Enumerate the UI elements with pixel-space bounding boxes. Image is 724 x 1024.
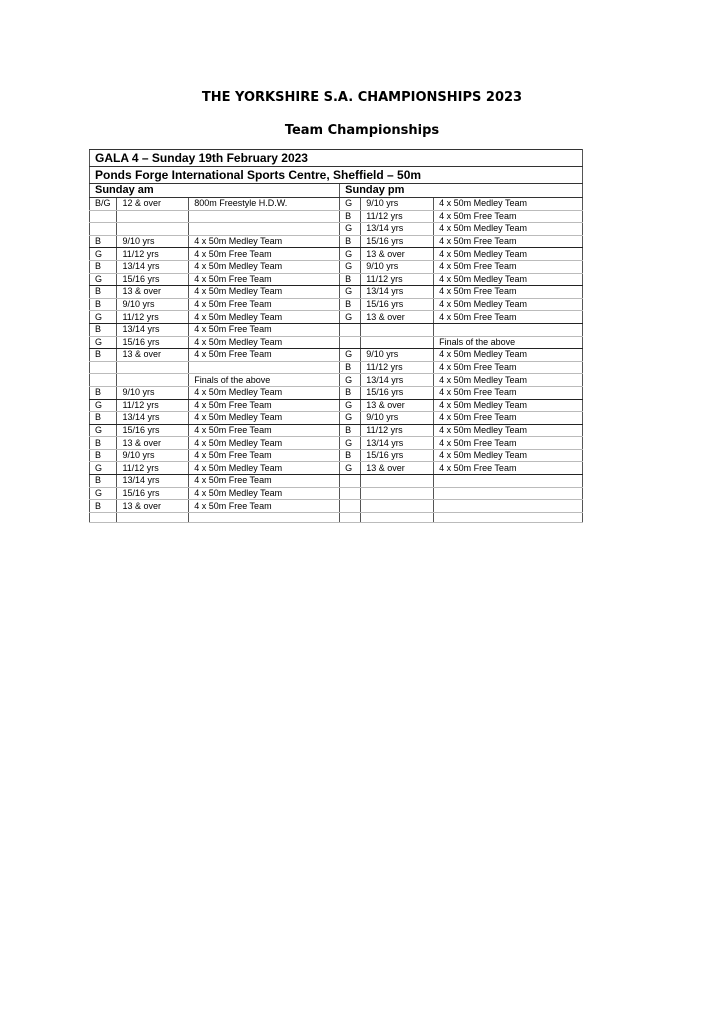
schedule-row	[90, 386, 583, 399]
pm-age-cell: 15/16 yrs	[361, 235, 434, 248]
am-event-cell	[189, 210, 340, 223]
pm-age-cell: 13 & over	[361, 399, 434, 412]
pm-gender-cell: B	[340, 235, 361, 248]
schedule-row	[90, 424, 583, 437]
pm-gender-cell	[340, 336, 361, 349]
am-age-cell: 13/14 yrs	[117, 323, 189, 336]
am-age-cell: 13 & over	[117, 286, 189, 299]
am-age-cell: 13/14 yrs	[117, 260, 189, 273]
pm-gender-cell: G	[340, 248, 361, 261]
pm-age-cell: 11/12 yrs	[361, 210, 434, 223]
pm-age-cell: 13/14 yrs	[361, 374, 434, 387]
pm-age-cell: 13 & over	[361, 311, 434, 324]
session-heading-row	[90, 184, 583, 198]
pm-age-cell	[361, 475, 434, 488]
pm-event-cell: 4 x 50m Free Team	[434, 462, 583, 475]
am-age-cell: 13/14 yrs	[117, 412, 189, 425]
schedule-row	[90, 286, 583, 299]
schedule-row	[90, 500, 583, 513]
document-title: THE YORKSHIRE S.A. CHAMPIONSHIPS 2023	[201, 90, 523, 105]
gala-heading: GALA 4 – Sunday 19th February 2023	[90, 150, 583, 167]
pm-event-cell: 4 x 50m Medley Team	[434, 223, 583, 236]
pm-event-cell: Finals of the above	[434, 336, 583, 349]
pm-age-cell: 15/16 yrs	[361, 386, 434, 399]
schedule-row	[90, 449, 583, 462]
am-event-cell: 4 x 50m Free Team	[189, 273, 340, 286]
pm-gender-cell	[340, 475, 361, 488]
gala-heading-row	[90, 150, 583, 167]
am-age-cell: 13 & over	[117, 500, 189, 513]
pm-event-cell: 4 x 50m Free Team	[434, 386, 583, 399]
am-event-cell: 4 x 50m Free Team	[189, 475, 340, 488]
pm-event-cell	[434, 487, 583, 500]
am-event-cell: 4 x 50m Medley Team	[189, 386, 340, 399]
am-gender-cell: G	[90, 424, 117, 437]
am-event-cell: 4 x 50m Medley Team	[189, 437, 340, 450]
am-event-cell: 4 x 50m Free Team	[189, 323, 340, 336]
am-age-cell: 11/12 yrs	[117, 399, 189, 412]
am-age-cell: 13/14 yrs	[117, 475, 189, 488]
pm-age-cell: 15/16 yrs	[361, 449, 434, 462]
pm-age-cell: 13/14 yrs	[361, 286, 434, 299]
venue-heading-row	[90, 167, 583, 184]
pm-event-cell: 4 x 50m Medley Team	[434, 273, 583, 286]
schedule-row	[90, 512, 583, 522]
pm-gender-cell: G	[340, 349, 361, 362]
am-event-cell: 4 x 50m Medley Team	[189, 286, 340, 299]
schedule-row	[90, 210, 583, 223]
am-age-cell: 12 & over	[117, 198, 189, 211]
pm-gender-cell: B	[340, 424, 361, 437]
schedule-row	[90, 298, 583, 311]
am-gender-cell: G	[90, 462, 117, 475]
am-event-cell: 4 x 50m Free Team	[189, 449, 340, 462]
am-gender-cell	[90, 223, 117, 236]
am-age-cell: 9/10 yrs	[117, 386, 189, 399]
am-event-cell: Finals of the above	[189, 374, 340, 387]
schedule-row	[90, 361, 583, 374]
pm-event-cell	[434, 500, 583, 513]
pm-event-cell: 4 x 50m Medley Team	[434, 248, 583, 261]
am-gender-cell: B	[90, 449, 117, 462]
pm-gender-cell	[340, 512, 361, 522]
am-age-cell: 9/10 yrs	[117, 235, 189, 248]
am-gender-cell: B/G	[90, 198, 117, 211]
pm-event-cell: 4 x 50m Free Team	[434, 311, 583, 324]
am-event-cell: 4 x 50m Free Team	[189, 248, 340, 261]
schedule-row	[90, 273, 583, 286]
pm-age-cell: 11/12 yrs	[361, 273, 434, 286]
document-subtitle: Team Championships	[284, 123, 440, 138]
am-age-cell	[117, 223, 189, 236]
pm-event-cell: 4 x 50m Free Team	[434, 260, 583, 273]
am-gender-cell: B	[90, 349, 117, 362]
am-event-cell: 4 x 50m Free Team	[189, 349, 340, 362]
schedule-row	[90, 223, 583, 236]
am-age-cell: 13 & over	[117, 349, 189, 362]
am-age-cell: 11/12 yrs	[117, 248, 189, 261]
am-gender-cell	[90, 361, 117, 374]
am-gender-cell: B	[90, 386, 117, 399]
pm-event-cell: 4 x 50m Free Team	[434, 361, 583, 374]
am-event-cell: 4 x 50m Free Team	[189, 500, 340, 513]
schedule-row	[90, 399, 583, 412]
am-gender-cell: B	[90, 298, 117, 311]
am-event-cell	[189, 361, 340, 374]
am-gender-cell: B	[90, 500, 117, 513]
schedule-row	[90, 349, 583, 362]
pm-age-cell: 9/10 yrs	[361, 260, 434, 273]
pm-age-cell: 9/10 yrs	[361, 412, 434, 425]
am-age-cell	[117, 374, 189, 387]
am-gender-cell: B	[90, 286, 117, 299]
am-event-cell: 4 x 50m Medley Team	[189, 260, 340, 273]
pm-gender-cell: G	[340, 374, 361, 387]
am-age-cell	[117, 210, 189, 223]
pm-gender-cell: B	[340, 273, 361, 286]
pm-gender-cell: G	[340, 399, 361, 412]
am-age-cell: 11/12 yrs	[117, 311, 189, 324]
pm-age-cell	[361, 500, 434, 513]
am-gender-cell	[90, 210, 117, 223]
am-gender-cell: B	[90, 323, 117, 336]
am-age-cell: 15/16 yrs	[117, 487, 189, 500]
am-gender-cell: G	[90, 273, 117, 286]
pm-event-cell: 4 x 50m Medley Team	[434, 349, 583, 362]
am-event-cell: 4 x 50m Free Team	[189, 424, 340, 437]
pm-age-cell: 13 & over	[361, 462, 434, 475]
pm-event-cell: 4 x 50m Medley Team	[434, 424, 583, 437]
am-gender-cell: G	[90, 311, 117, 324]
pm-gender-cell: B	[340, 298, 361, 311]
pm-gender-cell	[340, 323, 361, 336]
pm-gender-cell: G	[340, 412, 361, 425]
am-gender-cell	[90, 512, 117, 522]
am-age-cell: 15/16 yrs	[117, 424, 189, 437]
am-gender-cell: G	[90, 399, 117, 412]
am-age-cell: 15/16 yrs	[117, 273, 189, 286]
pm-age-cell	[361, 323, 434, 336]
pm-event-cell: 4 x 50m Free Team	[434, 412, 583, 425]
pm-age-cell	[361, 336, 434, 349]
am-gender-cell: G	[90, 487, 117, 500]
pm-event-cell: 4 x 50m Medley Team	[434, 399, 583, 412]
am-event-cell	[189, 512, 340, 522]
am-gender-cell: B	[90, 437, 117, 450]
schedule-table	[89, 149, 583, 523]
am-gender-cell: G	[90, 248, 117, 261]
schedule-row	[90, 412, 583, 425]
pm-gender-cell: G	[340, 462, 361, 475]
pm-gender-cell: B	[340, 210, 361, 223]
pm-gender-cell	[340, 487, 361, 500]
schedule-row	[90, 323, 583, 336]
pm-event-cell: 4 x 50m Medley Team	[434, 449, 583, 462]
pm-event-cell: 4 x 50m Medley Team	[434, 198, 583, 211]
pm-gender-cell: G	[340, 311, 361, 324]
am-gender-cell: B	[90, 412, 117, 425]
pm-gender-cell: B	[340, 361, 361, 374]
am-gender-cell: B	[90, 235, 117, 248]
am-age-cell: 9/10 yrs	[117, 449, 189, 462]
pm-age-cell: 13/14 yrs	[361, 437, 434, 450]
am-age-cell: 11/12 yrs	[117, 462, 189, 475]
schedule-row	[90, 437, 583, 450]
schedule-row	[90, 475, 583, 488]
pm-age-cell: 13/14 yrs	[361, 223, 434, 236]
schedule-row	[90, 311, 583, 324]
am-age-cell: 9/10 yrs	[117, 298, 189, 311]
pm-event-cell: 4 x 50m Free Team	[434, 210, 583, 223]
am-event-cell: 800m Freestyle H.D.W.	[189, 198, 340, 211]
am-event-cell: 4 x 50m Medley Team	[189, 412, 340, 425]
schedule-row	[90, 235, 583, 248]
am-event-cell: 4 x 50m Free Team	[189, 399, 340, 412]
am-event-cell: 4 x 50m Medley Team	[189, 336, 340, 349]
am-gender-cell: G	[90, 336, 117, 349]
schedule-row	[90, 462, 583, 475]
pm-age-cell	[361, 487, 434, 500]
pm-gender-cell: B	[340, 449, 361, 462]
schedule-row	[90, 248, 583, 261]
am-age-cell: 13 & over	[117, 437, 189, 450]
schedule-row	[90, 260, 583, 273]
am-event-cell: 4 x 50m Medley Team	[189, 235, 340, 248]
am-age-cell: 15/16 yrs	[117, 336, 189, 349]
pm-gender-cell: G	[340, 286, 361, 299]
pm-gender-cell: G	[340, 198, 361, 211]
pm-event-cell	[434, 475, 583, 488]
schedule-row	[90, 336, 583, 349]
schedule-row	[90, 198, 583, 211]
pm-event-cell: 4 x 50m Free Team	[434, 235, 583, 248]
pm-age-cell: 9/10 yrs	[361, 198, 434, 211]
venue-heading: Ponds Forge International Sports Centre, Sheffield – 50m	[90, 167, 583, 184]
pm-event-cell	[434, 323, 583, 336]
pm-event-cell	[434, 512, 583, 522]
am-age-cell	[117, 512, 189, 522]
pm-gender-cell: G	[340, 437, 361, 450]
pm-event-cell: 4 x 50m Free Team	[434, 437, 583, 450]
am-event-cell: 4 x 50m Medley Team	[189, 462, 340, 475]
pm-event-cell: 4 x 50m Medley Team	[434, 298, 583, 311]
pm-age-cell: 11/12 yrs	[361, 424, 434, 437]
am-gender-cell: B	[90, 475, 117, 488]
schedule-row	[90, 374, 583, 387]
pm-age-cell: 13 & over	[361, 248, 434, 261]
pm-age-cell: 15/16 yrs	[361, 298, 434, 311]
pm-gender-cell: G	[340, 223, 361, 236]
pm-event-cell: 4 x 50m Free Team	[434, 286, 583, 299]
am-event-cell: 4 x 50m Medley Team	[189, 487, 340, 500]
pm-age-cell: 11/12 yrs	[361, 361, 434, 374]
pm-gender-cell	[340, 500, 361, 513]
pm-gender-cell: G	[340, 260, 361, 273]
am-event-cell: 4 x 50m Medley Team	[189, 311, 340, 324]
schedule-row	[90, 487, 583, 500]
am-age-cell	[117, 361, 189, 374]
pm-gender-cell: B	[340, 386, 361, 399]
pm-event-cell: 4 x 50m Medley Team	[434, 374, 583, 387]
pm-age-cell	[361, 512, 434, 522]
am-event-cell: 4 x 50m Free Team	[189, 298, 340, 311]
pm-age-cell: 9/10 yrs	[361, 349, 434, 362]
pm-session-heading: Sunday pm	[340, 184, 583, 198]
am-event-cell	[189, 223, 340, 236]
am-session-heading: Sunday am	[90, 184, 340, 198]
am-gender-cell: B	[90, 260, 117, 273]
am-gender-cell	[90, 374, 117, 387]
